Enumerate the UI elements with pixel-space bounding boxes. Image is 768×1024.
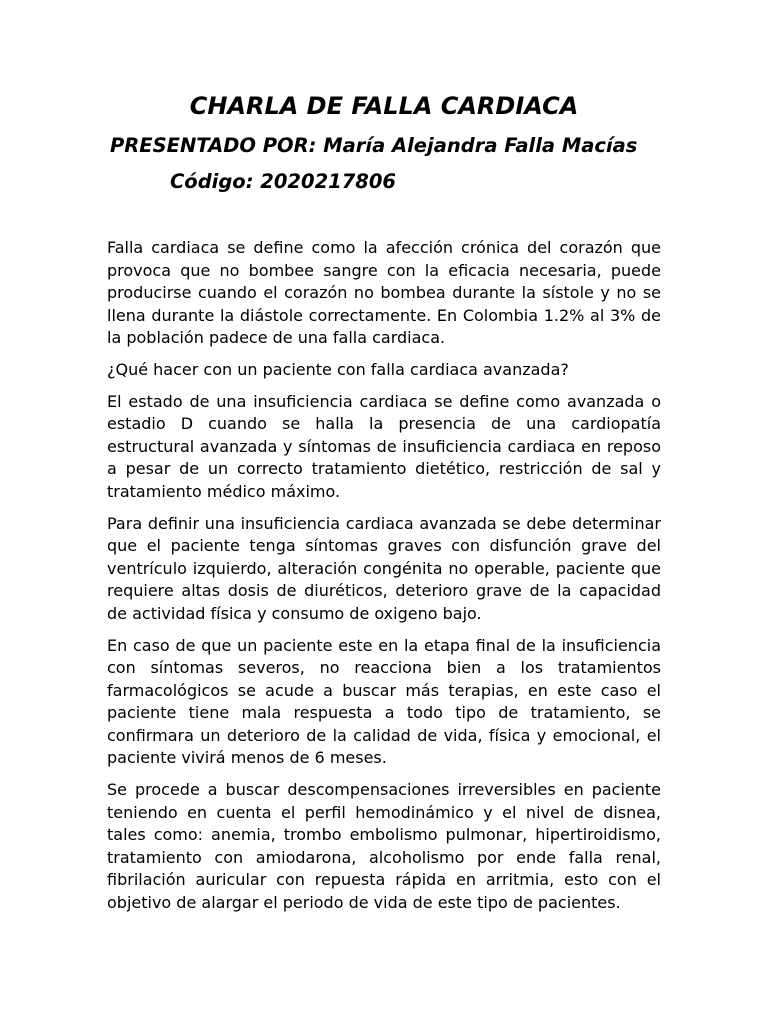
document-title: CHARLA DE FALLA CARDIACA bbox=[189, 92, 579, 120]
paragraph-final-stage: En caso de que un paciente este en la etapa final de la insuficiencia con síntomas severos, no reacciona bien a los tratamientos farmacológicos se acude a buscar más terapias, en este caso el paciente tiene mala respuesta a todo tipo de tratamiento, se confirmara un deterioro de la calidad de vida, física y emocional, el paciente vivirá menos de 6 meses. bbox=[107, 635, 661, 768]
student-code: Código: 2020217806 bbox=[170, 170, 396, 193]
paragraph-define-advanced: Para definir una insuficiencia cardiaca avanzada se debe determinar que el paciente tenga síntomas graves con disfunción grave del ventrículo izquierdo, alteración congénita no operable, paciente que requiere altas dosis de diuréticos, deterioro grave de la capacidad de actividad física y consumo de oxigeno bajo. bbox=[107, 513, 661, 623]
paragraph-question: ¿Qué hacer con un paciente con falla cardiaca avanzada? bbox=[107, 359, 569, 379]
presenter-line: PRESENTADO POR: María Alejandra Falla Macías bbox=[110, 134, 638, 157]
paragraph-definition: Falla cardiaca se define como la afección crónica del corazón que provoca que no bombee sangre con la eficacia necesaria, puede producirse cuando el corazón no bombea durante la sístole y no se llena durante la diástole correctamente. En Colombia 1.2% al 3% de la población padece de una falla cardiaca. bbox=[107, 238, 661, 348]
paragraph-advanced-state: El estado de una insuficiencia cardiaca se define como avanzada o estadio D cuando se halla la presencia de una cardiopatía estructural avanzada y síntomas de insuficiencia cardiaca en reposo a pesar de un correcto tratamiento dietético, restricción de sal y tratamiento médico máximo. bbox=[107, 391, 661, 501]
document-body bbox=[107, 237, 661, 924]
paragraph-decompensations: Se procede a buscar descompensaciones irreversibles en paciente teniendo en cuenta el perfil hemodinámico y el nivel de disnea, tales como: anemia, trombo embolismo pulmonar, hipertiroidismo, tratamiento con amiodarona, alcoholismo por ende falla renal, fibrilación auricular con repuesta rápida en arritmia, esto con el objetivo de alargar el periodo de vida de este tipo de pacientes. bbox=[107, 780, 661, 913]
